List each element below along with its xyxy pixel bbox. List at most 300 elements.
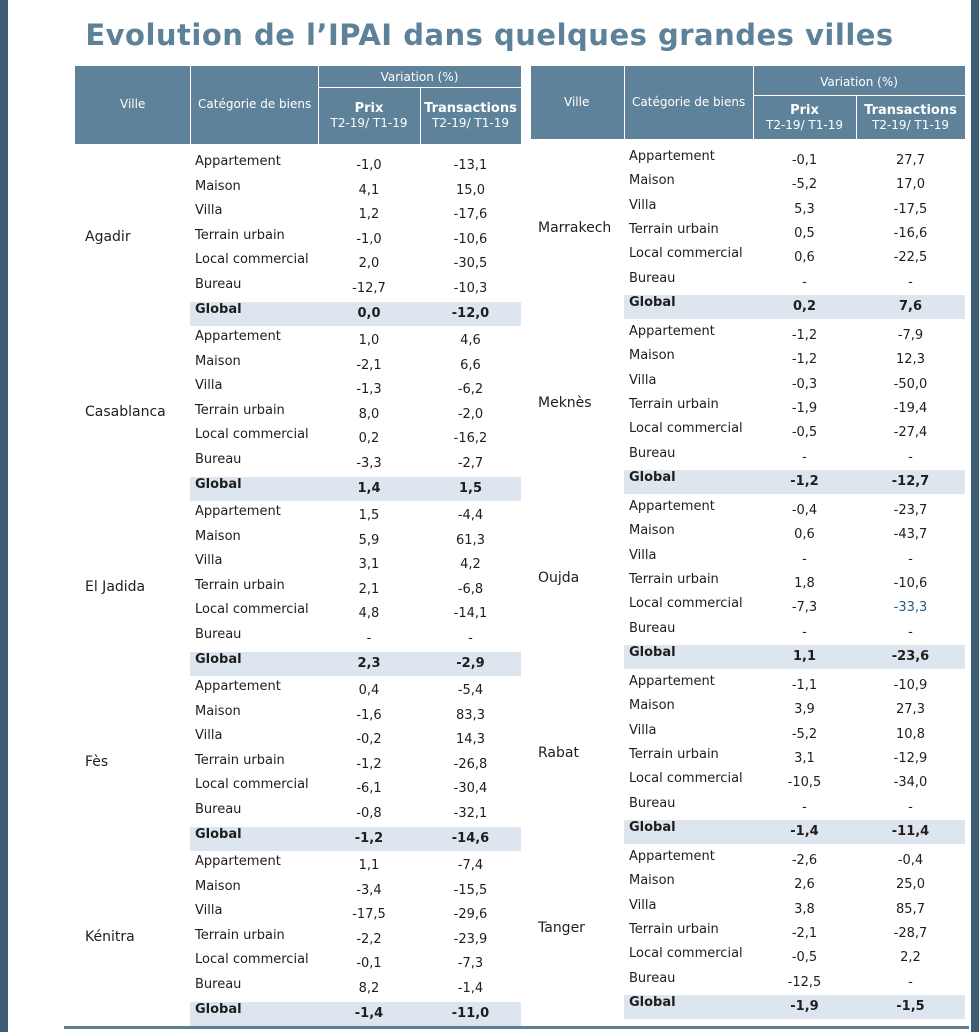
table-row xyxy=(624,621,965,645)
transactions-value: -27,4 xyxy=(893,425,928,441)
table-row xyxy=(190,228,521,252)
transactions-value: -17,5 xyxy=(893,201,928,217)
table-row xyxy=(190,777,521,801)
category-label: Terrain urbain xyxy=(629,396,719,412)
transactions-value: 12,3 xyxy=(896,352,925,368)
header-prix-period: T2-19/ T1-19 xyxy=(766,118,843,132)
global-row xyxy=(190,477,521,501)
page-title: Evolution de l’IPAI dans quelques grandes villes xyxy=(85,18,894,52)
transactions-value: -32,1 xyxy=(453,806,488,821)
city-group xyxy=(75,679,521,854)
category-label: Bureau xyxy=(195,627,242,642)
prix-value: -10,5 xyxy=(787,775,822,791)
category-label: Appartement xyxy=(195,679,281,694)
category-label: Maison xyxy=(195,528,241,544)
table-row xyxy=(624,397,965,421)
transactions-value: -29,6 xyxy=(453,907,488,923)
prix-value: -0,2 xyxy=(356,732,382,748)
table-row xyxy=(624,198,965,222)
header-categorie: Catégorie de biens xyxy=(632,95,746,109)
table-row xyxy=(190,179,521,203)
header-prix-label: Prix xyxy=(790,103,819,118)
prix-value: - xyxy=(802,551,807,567)
table-row xyxy=(624,499,965,523)
right-edge-bar xyxy=(971,0,979,1032)
prix-value: 1,8 xyxy=(794,575,815,591)
prix-value: 3,1 xyxy=(358,557,380,573)
table-row xyxy=(624,149,965,173)
table-row xyxy=(190,203,521,227)
table-row xyxy=(190,504,521,528)
prix-value: 0,4 xyxy=(358,683,380,698)
category-label: Terrain urbain xyxy=(195,927,285,943)
transactions-value: -2,7 xyxy=(457,456,484,471)
table-row xyxy=(190,154,521,178)
prix-value: -0,1 xyxy=(356,956,382,972)
prix-value: 1,2 xyxy=(358,207,380,223)
table-row xyxy=(624,173,965,197)
table-row xyxy=(190,452,521,476)
category-label: Villa xyxy=(629,722,657,738)
category-label: Maison xyxy=(629,873,675,889)
prix-value: 1,1 xyxy=(358,858,380,873)
transactions-value: -10,9 xyxy=(893,678,928,693)
category-label: Terrain urbain xyxy=(195,402,285,418)
prix-value: 3,1 xyxy=(794,750,815,766)
transactions-value: -17,6 xyxy=(453,207,488,223)
global-row xyxy=(624,995,965,1019)
category-label: Local commercial xyxy=(629,246,743,262)
transactions-value: - xyxy=(908,449,913,465)
transactions-value: -7,4 xyxy=(457,858,484,873)
transactions-value: -12,0 xyxy=(451,305,490,321)
right-table-header xyxy=(531,66,965,139)
category-label: Maison xyxy=(195,178,241,194)
category-label: Local commercial xyxy=(629,596,743,612)
transactions-value: 4,6 xyxy=(460,333,481,348)
transactions-value: -16,6 xyxy=(893,225,928,241)
transactions-value: -14,6 xyxy=(451,830,490,846)
table-row xyxy=(190,753,521,777)
category-label: Local commercial xyxy=(195,777,309,793)
table-row xyxy=(624,446,965,470)
transactions-value: -12,9 xyxy=(893,750,928,766)
table-row xyxy=(624,421,965,445)
city-group xyxy=(75,154,521,329)
category-label: Maison xyxy=(195,353,241,369)
table-row xyxy=(624,373,965,397)
transactions-value: 14,3 xyxy=(456,732,485,748)
prix-value: -1,0 xyxy=(356,231,382,247)
prix-value: -12,5 xyxy=(787,974,822,990)
prix-value: - xyxy=(366,631,372,646)
transactions-value: -6,2 xyxy=(457,382,484,398)
category-label: Appartement xyxy=(629,324,715,339)
city-name: Kénitra xyxy=(85,929,135,945)
prix-value: -0,3 xyxy=(791,376,818,392)
transactions-value: 61,3 xyxy=(456,532,485,548)
prix-value: -1,1 xyxy=(791,678,818,693)
transactions-value: -2,0 xyxy=(457,406,484,422)
header-transactions-label: Transactions xyxy=(864,103,957,118)
prix-value: 1,0 xyxy=(358,333,380,348)
transactions-value: -12,7 xyxy=(891,473,930,489)
table-row xyxy=(190,252,521,276)
prix-value: -2,1 xyxy=(791,925,818,941)
transactions-value: -16,2 xyxy=(453,431,488,447)
bottom-divider xyxy=(64,1026,969,1029)
global-row xyxy=(190,1002,521,1026)
header-transactions-period: T2-19/ T1-19 xyxy=(872,118,949,132)
category-label: Appartement xyxy=(629,149,715,164)
category-label: Maison xyxy=(629,523,675,539)
table-row xyxy=(624,698,965,722)
transactions-value: -11,4 xyxy=(891,823,930,839)
category-label: Villa xyxy=(195,378,223,394)
left-edge-bar xyxy=(0,0,8,1032)
table-row xyxy=(624,548,965,572)
table-row xyxy=(624,723,965,747)
global-row xyxy=(624,820,965,844)
global-row xyxy=(190,652,521,676)
transactions-value: - xyxy=(908,551,913,567)
category-label: Global xyxy=(195,301,242,317)
table-row xyxy=(624,873,965,897)
transactions-value: - xyxy=(908,799,913,815)
table-row xyxy=(190,354,521,378)
transactions-value: -0,4 xyxy=(897,853,924,868)
header-divider xyxy=(753,95,965,96)
category-label: Local commercial xyxy=(195,427,309,443)
category-label: Local commercial xyxy=(629,946,743,962)
transactions-value: -19,4 xyxy=(893,400,928,416)
transactions-value: -5,4 xyxy=(457,683,484,698)
category-label: Global xyxy=(195,1001,242,1017)
table-row xyxy=(190,329,521,353)
prix-value: -0,1 xyxy=(791,153,818,168)
header-transactions-label: Transactions xyxy=(424,101,517,116)
category-label: Terrain urbain xyxy=(629,746,719,762)
prix-value: - xyxy=(802,624,807,640)
transactions-value: 10,8 xyxy=(896,726,925,742)
table-row xyxy=(190,578,521,602)
prix-value: -1,2 xyxy=(790,473,819,489)
table-row xyxy=(624,796,965,820)
transactions-value: -30,5 xyxy=(453,256,488,272)
table-row xyxy=(190,728,521,752)
category-label: Bureau xyxy=(195,452,242,467)
category-label: Bureau xyxy=(629,970,676,986)
category-label: Terrain urbain xyxy=(629,921,719,937)
header-divider xyxy=(318,87,521,88)
prix-value: 5,9 xyxy=(358,532,380,548)
category-label: Appartement xyxy=(629,674,715,689)
prix-value: 0,5 xyxy=(794,225,815,241)
city-name: Fès xyxy=(85,754,109,770)
table-row xyxy=(624,324,965,348)
prix-value: 3,9 xyxy=(794,702,815,718)
category-label: Global xyxy=(195,651,242,667)
category-label: Global xyxy=(629,294,676,310)
table-row xyxy=(190,602,521,626)
prix-value: -1,2 xyxy=(791,352,818,368)
prix-value: 0,0 xyxy=(357,305,381,321)
table-row xyxy=(624,849,965,873)
table-row xyxy=(190,802,521,826)
category-label: Appartement xyxy=(195,154,281,169)
transactions-value: 7,6 xyxy=(898,298,923,314)
table-row xyxy=(190,977,521,1001)
city-name: Rabat xyxy=(538,745,579,761)
city-group xyxy=(75,504,521,679)
transactions-value: 27,7 xyxy=(896,153,925,168)
header-ville: Ville xyxy=(564,95,590,109)
transactions-value: -50,0 xyxy=(893,376,928,392)
table-row xyxy=(624,596,965,620)
category-label: Villa xyxy=(195,203,223,219)
city-name: Agadir xyxy=(85,229,131,245)
transactions-value: -1,5 xyxy=(896,998,925,1014)
prix-value: -5,2 xyxy=(791,177,818,193)
category-label: Local commercial xyxy=(195,602,309,618)
category-label: Local commercial xyxy=(195,252,309,268)
transactions-value: -7,9 xyxy=(897,328,924,343)
transactions-value: - xyxy=(468,631,473,646)
category-label: Appartement xyxy=(629,499,715,514)
transactions-value: 27,3 xyxy=(896,702,925,718)
transactions-value: -7,3 xyxy=(457,956,484,972)
header-ville: Ville xyxy=(120,97,146,111)
prix-value: 4,1 xyxy=(358,182,380,198)
category-label: Global xyxy=(195,826,242,842)
prix-value: 4,8 xyxy=(358,606,380,622)
table-row xyxy=(624,222,965,246)
header-divider xyxy=(624,66,625,139)
transactions-value: -10,6 xyxy=(453,231,488,247)
table-row xyxy=(190,378,521,402)
table-row xyxy=(190,903,521,927)
table-row xyxy=(190,679,521,703)
prix-value: -1,6 xyxy=(356,707,382,723)
city-group xyxy=(531,149,965,324)
prix-value: -17,5 xyxy=(352,907,386,923)
prix-value: 8,0 xyxy=(358,406,380,422)
header-transactions xyxy=(420,101,521,131)
city-name: Marrakech xyxy=(538,220,612,236)
prix-value: 1,1 xyxy=(792,648,817,664)
category-label: Global xyxy=(195,476,242,492)
global-row xyxy=(624,645,965,669)
header-prix xyxy=(753,103,856,133)
category-label: Maison xyxy=(629,173,675,189)
prix-value: -1,2 xyxy=(791,328,818,343)
prix-value: - xyxy=(802,799,807,815)
header-categorie: Catégorie de biens xyxy=(198,97,312,111)
transactions-value: 25,0 xyxy=(896,877,925,893)
prix-value: -0,4 xyxy=(791,503,818,518)
prix-value: 8,2 xyxy=(358,981,380,996)
transactions-value: -6,8 xyxy=(457,581,484,597)
transactions-value: -13,1 xyxy=(453,158,488,173)
prix-value: -5,2 xyxy=(791,726,818,742)
transactions-value: -11,0 xyxy=(451,1005,490,1021)
category-label: Maison xyxy=(195,878,241,894)
table-row xyxy=(624,271,965,295)
table-row xyxy=(190,427,521,451)
category-label: Villa xyxy=(629,372,657,388)
transactions-value: 83,3 xyxy=(456,707,485,723)
transactions-value: 15,0 xyxy=(456,182,485,198)
table-row xyxy=(624,771,965,795)
table-row xyxy=(190,403,521,427)
table-row xyxy=(190,879,521,903)
prix-value: -3,4 xyxy=(356,882,382,898)
prix-value: 0,2 xyxy=(358,431,380,447)
category-label: Maison xyxy=(195,703,241,719)
table-row xyxy=(624,922,965,946)
category-label: Bureau xyxy=(195,977,242,992)
table-row xyxy=(190,952,521,976)
category-label: Appartement xyxy=(195,854,281,869)
transactions-value: -23,9 xyxy=(453,931,488,947)
table-row xyxy=(190,854,521,878)
category-label: Local commercial xyxy=(629,421,743,437)
category-label: Bureau xyxy=(195,277,242,292)
table-row xyxy=(190,529,521,553)
category-label: Villa xyxy=(195,728,223,744)
prix-value: -1,4 xyxy=(790,823,819,839)
prix-value: -6,1 xyxy=(356,781,382,797)
transactions-value: -30,4 xyxy=(453,781,488,797)
table-row xyxy=(624,246,965,270)
city-name: Meknès xyxy=(538,395,592,411)
transactions-value: -4,4 xyxy=(457,508,484,523)
transactions-value: -10,6 xyxy=(893,575,928,591)
table-row xyxy=(190,627,521,651)
table-row xyxy=(624,946,965,970)
prix-value: -2,1 xyxy=(356,357,382,373)
prix-value: -1,2 xyxy=(354,830,384,846)
prix-value: -1,2 xyxy=(356,756,382,772)
category-label: Terrain urbain xyxy=(195,752,285,768)
table-row xyxy=(624,523,965,547)
transactions-value: -43,7 xyxy=(893,527,928,543)
category-label: Bureau xyxy=(629,270,676,286)
prix-value: -1,9 xyxy=(790,998,819,1014)
header-prix-period: T2-19/ T1-19 xyxy=(330,116,408,130)
category-label: Appartement xyxy=(195,329,281,344)
prix-value: 1,4 xyxy=(357,480,381,496)
category-label: Villa xyxy=(629,897,657,913)
category-label: Terrain urbain xyxy=(629,221,719,237)
category-label: Local commercial xyxy=(629,771,743,787)
city-name: Casablanca xyxy=(85,404,166,420)
prix-value: 0,6 xyxy=(794,527,815,543)
city-name: El Jadida xyxy=(85,579,146,595)
category-label: Villa xyxy=(195,903,223,919)
prix-value: 1,5 xyxy=(358,508,380,523)
prix-value: -3,3 xyxy=(356,456,382,471)
prix-value: -1,3 xyxy=(356,382,382,398)
prix-value: -0,5 xyxy=(791,950,818,966)
transactions-value: 1,5 xyxy=(458,480,483,496)
prix-value: -2,2 xyxy=(356,931,382,947)
table-row xyxy=(624,572,965,596)
table-row xyxy=(190,277,521,301)
prix-value: -12,7 xyxy=(352,281,386,296)
prix-value: - xyxy=(802,449,807,465)
category-label: Maison xyxy=(629,348,675,364)
city-group xyxy=(75,329,521,504)
category-label: Bureau xyxy=(629,620,676,636)
prix-value: 5,3 xyxy=(794,201,815,217)
category-label: Villa xyxy=(629,547,657,563)
category-label: Bureau xyxy=(195,802,242,817)
transactions-value: -2,9 xyxy=(456,655,485,671)
transactions-value: -22,5 xyxy=(893,250,928,266)
table-row xyxy=(190,704,521,728)
transactions-value: 4,2 xyxy=(460,557,481,573)
prix-value: -0,5 xyxy=(791,425,818,441)
prix-value: 0,6 xyxy=(794,250,815,266)
prix-value: - xyxy=(802,274,807,290)
category-label: Global xyxy=(629,994,676,1010)
prix-value: 0,2 xyxy=(792,298,817,314)
transactions-value: -10,3 xyxy=(453,281,488,296)
transactions-value: -23,7 xyxy=(893,503,928,518)
table-row xyxy=(190,553,521,577)
transactions-value: 6,6 xyxy=(460,357,481,373)
transactions-value: -34,0 xyxy=(893,775,928,791)
prix-value: -2,6 xyxy=(791,853,818,868)
header-variation: Variation (%) xyxy=(820,75,898,89)
city-name: Oujda xyxy=(538,570,580,586)
transactions-value: -28,7 xyxy=(893,925,928,941)
transactions-value: -33,3 xyxy=(893,600,928,616)
table-row xyxy=(624,348,965,372)
transactions-value: -26,8 xyxy=(453,756,488,772)
left-table-header xyxy=(75,66,521,144)
prix-value: 2,6 xyxy=(794,877,815,893)
header-variation: Variation (%) xyxy=(380,70,459,84)
table-row xyxy=(190,928,521,952)
category-label: Terrain urbain xyxy=(629,571,719,587)
global-row xyxy=(624,295,965,319)
header-prix-label: Prix xyxy=(354,101,384,116)
city-group xyxy=(75,854,521,1029)
transactions-value: - xyxy=(908,274,913,290)
city-group xyxy=(531,674,965,849)
category-label: Bureau xyxy=(629,795,676,811)
global-row xyxy=(190,827,521,851)
table-row xyxy=(624,971,965,995)
category-label: Global xyxy=(629,819,676,835)
transactions-value: - xyxy=(908,624,913,640)
category-label: Villa xyxy=(629,197,657,213)
header-transactions xyxy=(856,103,965,133)
category-label: Appartement xyxy=(629,849,715,864)
prix-value: 2,1 xyxy=(358,581,380,597)
prix-value: 2,3 xyxy=(357,655,381,671)
transactions-value: -15,5 xyxy=(453,882,488,898)
category-label: Terrain urbain xyxy=(195,577,285,593)
header-transactions-period: T2-19/ T1-19 xyxy=(432,116,509,130)
transactions-value: -1,4 xyxy=(457,981,484,996)
category-label: Terrain urbain xyxy=(195,227,285,243)
transactions-value: - xyxy=(908,974,913,990)
category-label: Global xyxy=(629,644,676,660)
category-label: Local commercial xyxy=(195,952,309,968)
